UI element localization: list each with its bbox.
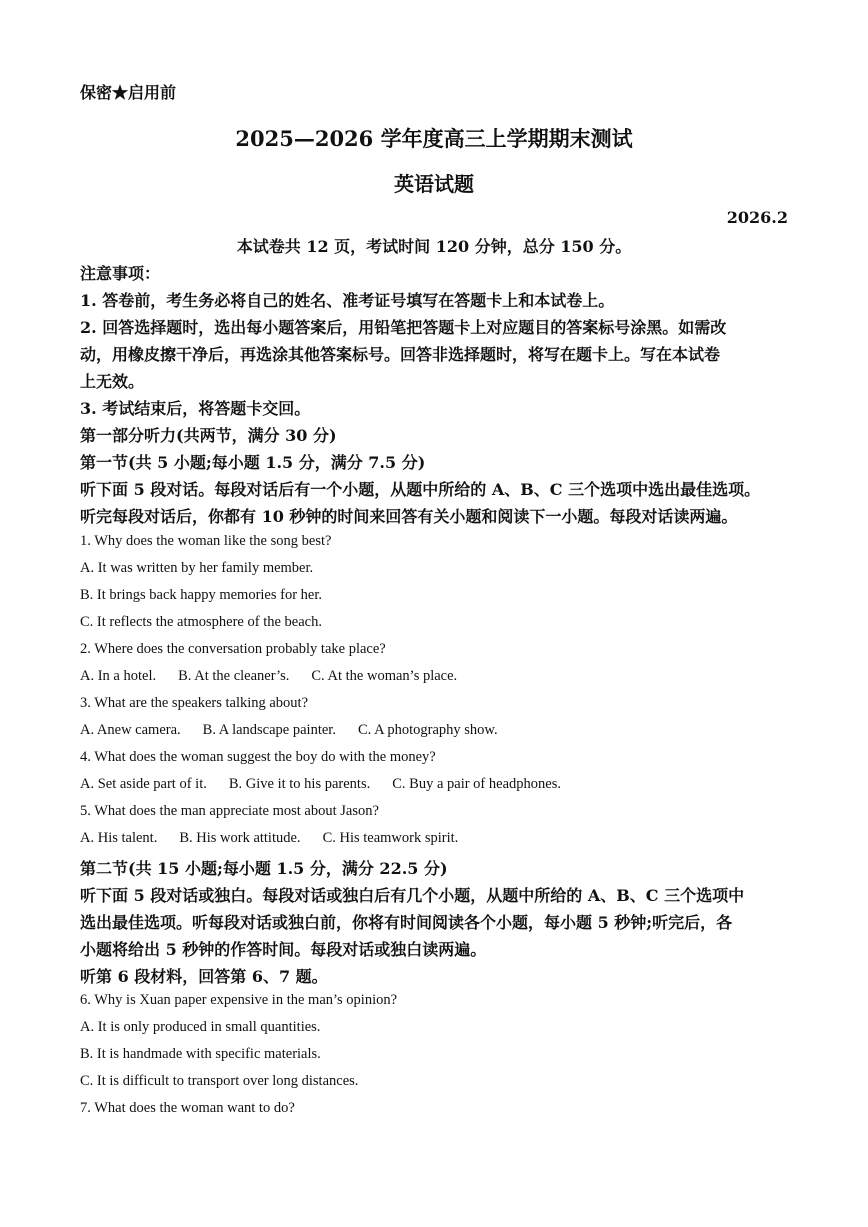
question-6-stem: 6. Why is Xuan paper expensive in the man’s opinion?	[80, 992, 398, 1008]
section1-instruction-line-1: 听下面 5 段对话。每段对话后有一个小题，从题中所给的 A、B、C 三个选项中选出最佳选项。	[80, 480, 761, 499]
question-5-options	[80, 830, 480, 847]
question-6-option-b: B. It is handmade with specific materials.	[80, 1046, 321, 1062]
question-4-option-a: A. Set aside part of it.	[80, 776, 207, 792]
section2-instruction-line-2: 选出最佳选项。听每段对话或独白前，你将有时间阅读各个小题，每小题 5 秒钟;听完后，各	[80, 913, 733, 932]
section1-instruction-line-2: 听完每段对话后，你都有 10 秒钟的时间来回答有关小题和阅读下一小题。每段对话读两遍。	[80, 507, 738, 526]
note-2-line-2: 动，用橡皮擦干净后，再选涂其他答案标号。回答非选择题时，将写在题卡上。写在本试卷	[80, 345, 721, 364]
part1-heading: 第一部分听力(共两节，满分 30 分)	[80, 426, 337, 445]
question-5-stem: 5. What does the man appreciate most about Jason?	[80, 803, 379, 819]
question-5-option-c: C. His teamwork spirit.	[322, 830, 459, 846]
material-6-heading: 听第 6 段材料，回答第 6、7 题。	[80, 967, 328, 986]
question-5-option-b: B. His work attitude.	[179, 830, 301, 846]
question-2-options	[80, 668, 479, 685]
exam-title: 2025—2026 学年度高三上学期期末测试	[235, 126, 633, 151]
question-2-option-b: B. At the cleaner’s.	[178, 668, 290, 684]
question-3-option-a: A. Anew camera.	[80, 722, 181, 738]
section2-instruction-line-1: 听下面 5 段对话或独白。每段对话或独白后有几个小题，从题中所给的 A、B、C 三个选项中	[80, 886, 745, 905]
question-2-option-c: C. At the woman’s place.	[311, 668, 458, 684]
note-1: 1. 答卷前，考生务必将自己的姓名、准考证号填写在答题卡上和本试卷上。	[80, 291, 615, 310]
exam-date: 2026.2	[726, 208, 788, 227]
question-3-option-b: B. A landscape painter.	[202, 722, 336, 738]
question-5-option-a: A. His talent.	[80, 830, 158, 846]
subject-title: 英语试题	[394, 172, 474, 196]
secrecy-label: 保密★启用前	[80, 83, 177, 102]
note-2-line-3: 上无效。	[80, 372, 145, 391]
question-1-option-b: B. It brings back happy memories for her.	[80, 587, 323, 603]
question-2-option-a: A. In a hotel.	[80, 668, 157, 684]
exam-intro: 本试卷共 12 页，考试时间 120 分钟，总分 150 分。	[236, 237, 632, 256]
question-1-option-a: A. It was written by her family member.	[80, 560, 314, 576]
note-2-line-1: 2. 回答选择题时，选出每小题答案后，用铅笔把答题卡上对应题目的答案标号涂黑。如需改	[80, 318, 727, 337]
question-4-stem: 4. What does the woman suggest the boy do with the money?	[80, 749, 436, 765]
question-4-option-c: C. Buy a pair of headphones.	[392, 776, 561, 792]
note-3: 3. 考试结束后，将答题卡交回。	[80, 399, 311, 418]
question-1-stem: 1. Why does the woman like the song best?	[80, 533, 332, 549]
question-1-option-c: C. It reflects the atmosphere of the beach.	[80, 614, 322, 630]
section1-heading: 第一节(共 5 小题;每小题 1.5 分，满分 7.5 分)	[80, 453, 426, 472]
section2-heading: 第二节(共 15 小题;每小题 1.5 分，满分 22.5 分)	[80, 859, 448, 878]
question-3-stem: 3. What are the speakers talking about?	[80, 695, 309, 711]
question-3-options	[80, 722, 520, 739]
question-6-option-a: A. It is only produced in small quantities.	[80, 1019, 321, 1035]
question-2-stem: 2. Where does the conversation probably take place?	[80, 641, 386, 657]
notes-heading: 注意事项：	[80, 264, 161, 283]
question-7-stem: 7. What does the woman want to do?	[80, 1100, 295, 1116]
question-4-option-b: B. Give it to his parents.	[228, 776, 371, 792]
question-6-option-c: C. It is difficult to transport over long distances.	[80, 1073, 359, 1089]
section2-instruction-line-3: 小题将给出 5 秒钟的作答时间。每段对话或独白读两遍。	[80, 940, 487, 959]
question-4-options	[80, 776, 583, 793]
question-3-option-c: C. A photography show.	[357, 722, 498, 738]
